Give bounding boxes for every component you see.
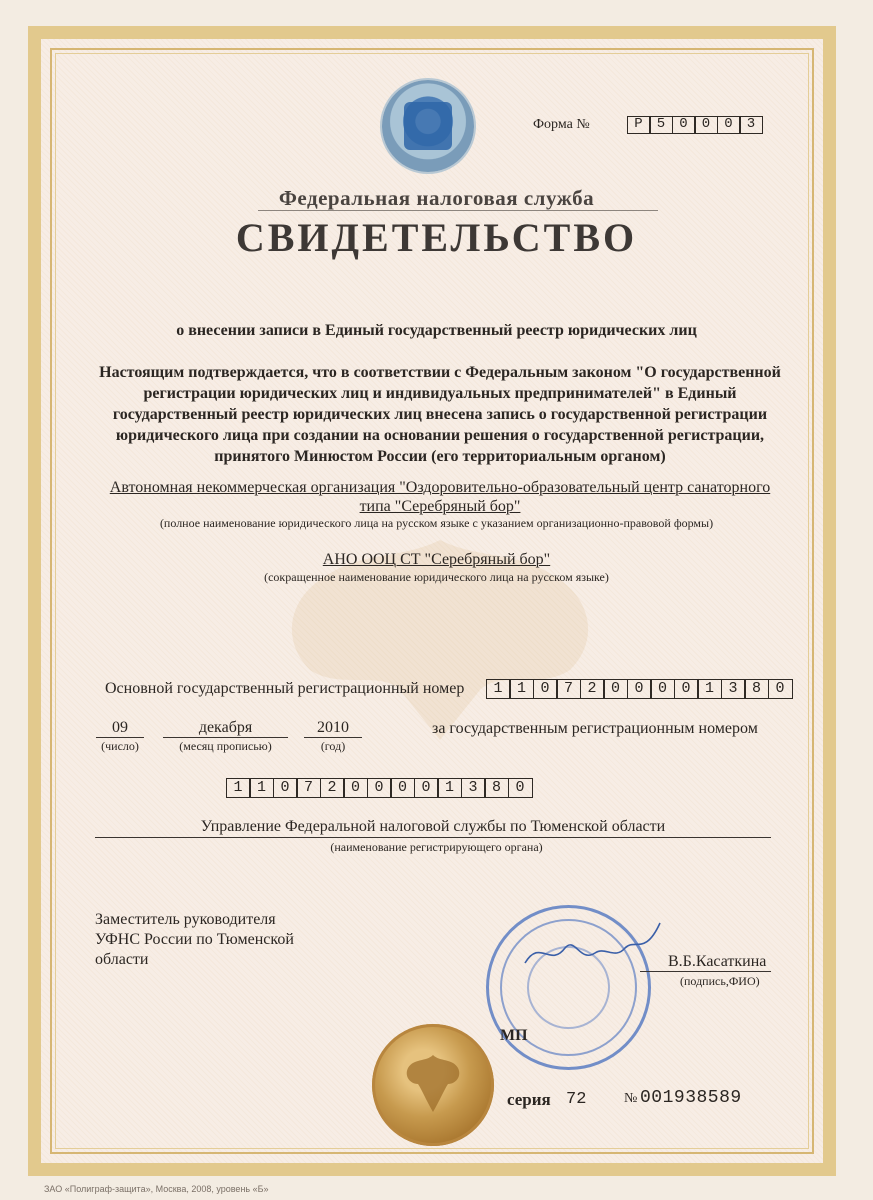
ogrn-label: Основной государственный регистрационный номер: [105, 680, 465, 697]
series-label: серия: [507, 1090, 551, 1109]
entity-full-name: [100, 478, 780, 516]
grn-digit: 7: [296, 778, 321, 798]
grn-digit: 1: [226, 778, 251, 798]
day-caption: (число): [101, 739, 139, 753]
printer-note: ЗАО «Полиграф-защита», Москва, 2008, уровень «Б»: [44, 1184, 269, 1194]
confirmation-text: Настоящим подтверждается, что в соответствии с Федеральным законом "О государственной регистрации юридических лиц и индивидуальных предпринимателей" в Единый государственный реестр юридических лиц внесена запись о государственной регистрации юридического лица при создании на основании решения о государственной регистрации, принятого Минюстом России (его территориальным органом): [99, 364, 781, 465]
month-caption: (месяц прописью): [179, 739, 272, 753]
grn-digit: 2: [320, 778, 345, 798]
serial-number: 001938589: [640, 1088, 742, 1108]
ogrn-cells: [487, 679, 793, 699]
grn-digit: 0: [508, 778, 533, 798]
form-cell: 0: [717, 116, 741, 134]
grn-digit: 8: [484, 778, 509, 798]
registration-day: 09: [96, 719, 144, 738]
ogrn-digit: 3: [721, 679, 746, 699]
year-caption: (год): [320, 739, 346, 753]
short-name-caption: (сокращенное наименование юридического лица на русском языке): [264, 570, 609, 584]
grn-digit: 0: [390, 778, 415, 798]
ogrn-digit: 0: [768, 679, 793, 699]
grn-digit: 3: [461, 778, 486, 798]
registrar-name: Управление Федеральной налоговой службы по Тюменской области: [95, 818, 771, 838]
grn-digit: 0: [414, 778, 439, 798]
form-cell: 3: [739, 116, 763, 134]
grn-digit: 1: [437, 778, 462, 798]
full-name-caption: (полное наименование юридического лица на русском языке с указанием организационно-правовой формы): [159, 516, 714, 530]
signer-name: В.Б.Касаткина: [668, 953, 767, 970]
document-title: СВИДЕТЕЛЬСТВО: [235, 215, 638, 260]
form-number-cells: [628, 116, 763, 134]
number-sign: №: [624, 1091, 638, 1106]
ogrn-digit: 0: [533, 679, 558, 699]
ogrn-digit: 7: [556, 679, 581, 699]
ogrn-digit: 1: [697, 679, 722, 699]
grn-label: за государственным регистрационным номером: [432, 720, 758, 737]
seal-eagle-icon: [400, 1050, 466, 1120]
signature-line: [640, 971, 771, 972]
form-cell: Р: [627, 116, 651, 134]
form-cell: 5: [649, 116, 673, 134]
ogrn-digit: 8: [744, 679, 769, 699]
form-cell: 0: [694, 116, 718, 134]
signer-position: Заместитель руководителя УФНС России по Тюменской области: [95, 911, 294, 968]
agency-name: Федеральная налоговая служба: [278, 186, 595, 210]
hologram-eagle-icon: [404, 102, 452, 150]
ogrn-digit: 0: [674, 679, 699, 699]
agency-underline: [258, 210, 658, 211]
registration-year: 2010: [304, 719, 362, 738]
registrar-caption: (наименование регистрирующего органа): [330, 840, 543, 854]
handwritten-signature-icon: [520, 918, 665, 978]
grn-digit: 0: [367, 778, 392, 798]
form-number-label: Форма №: [533, 117, 590, 132]
grn-digit: 1: [249, 778, 274, 798]
ogrn-digit: 0: [650, 679, 675, 699]
ogrn-digit: 1: [486, 679, 511, 699]
ogrn-digit: 2: [580, 679, 605, 699]
grn-digit: 0: [273, 778, 298, 798]
entity-full-name-text: Автономная некоммерческая организация "Оздоровительно-образовательный центр санаторного типа "Серебряный бор": [109, 479, 771, 515]
form-cell: 0: [672, 116, 696, 134]
grn-cells: [227, 778, 533, 798]
seal-place-label: МП: [500, 1027, 528, 1044]
ogrn-digit: 1: [509, 679, 534, 699]
document-subtitle: о внесении записи в Единый государственный реестр юридических лиц: [176, 322, 697, 339]
signature-caption: (подпись,ФИО): [680, 974, 760, 988]
ogrn-digit: 0: [627, 679, 652, 699]
entity-short-name: АНО ООЦ СТ "Серебряный бор": [322, 551, 551, 568]
ogrn-digit: 0: [603, 679, 628, 699]
registration-month: декабря: [163, 719, 288, 738]
grn-digit: 0: [343, 778, 368, 798]
series-value: 72: [566, 1090, 587, 1109]
